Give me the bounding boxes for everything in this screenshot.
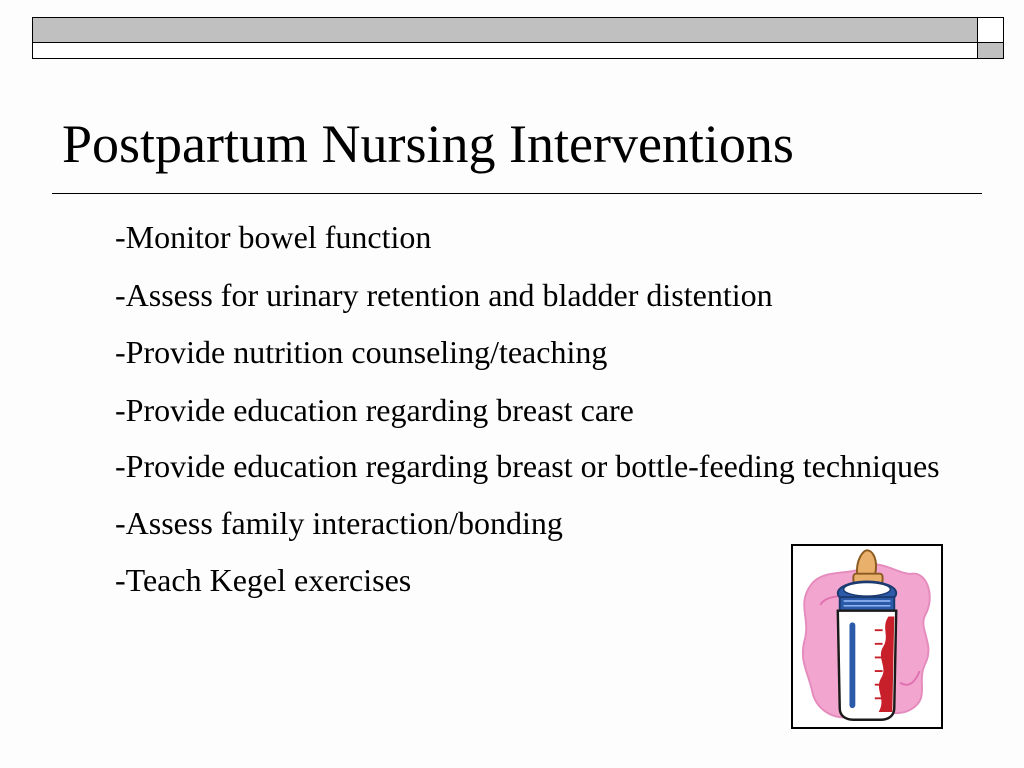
decor-bar-gray: [32, 17, 978, 43]
decor-bar-white: [32, 42, 978, 59]
decor-square-white: [977, 17, 1004, 43]
baby-bottle-icon: [793, 546, 941, 727]
bullet-item: -Assess family interaction/bonding: [115, 504, 563, 541]
bullet-item: -Provide education regarding breast care: [115, 391, 634, 428]
bullet-item: -Teach Kegel exercises: [115, 562, 412, 598]
decor-square-gray: [977, 42, 1004, 59]
bullet-item: -Provide education regarding breast or bottle-feeding techniques: [115, 448, 940, 484]
bullet-item: -Assess for urinary retention and bladder distention: [115, 276, 773, 313]
slide-title: Postpartum Nursing Interventions: [62, 114, 794, 174]
bullet-item: -Monitor bowel function: [115, 219, 432, 255]
bullet-item: -Provide nutrition counseling/teaching: [115, 334, 608, 370]
title-divider: [52, 193, 982, 194]
baby-bottle-clipart: [791, 544, 943, 729]
